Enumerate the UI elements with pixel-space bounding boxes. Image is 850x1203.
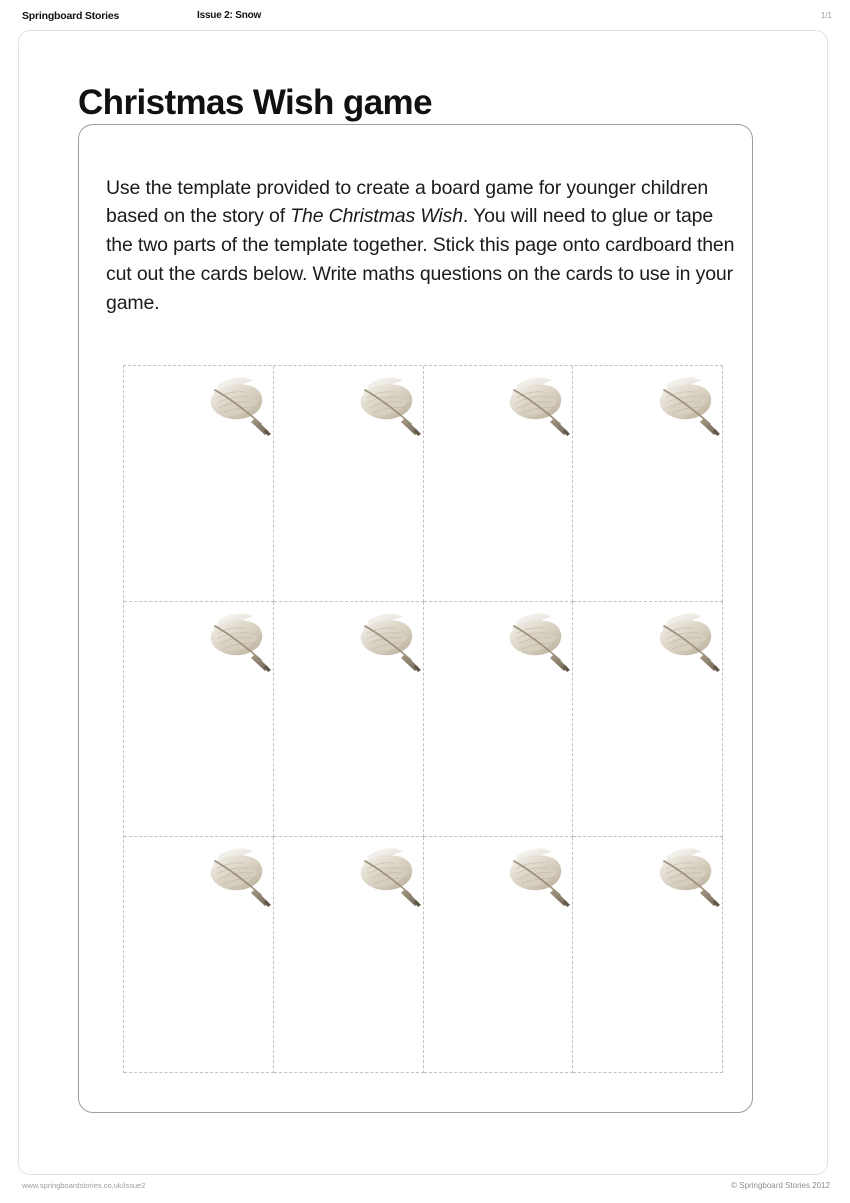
feather-quill-icon [203, 372, 281, 444]
feather-quill-icon [353, 843, 431, 915]
card-grid [123, 365, 723, 1073]
header-issue: Issue 2: Snow [197, 10, 262, 21]
card-cell[interactable] [573, 837, 723, 1073]
worksheet-content-panel [78, 124, 753, 1113]
page-title: Christmas Wish game [78, 83, 432, 123]
feather-quill-icon [203, 843, 281, 915]
header-brand: Springboard Stories [22, 10, 120, 22]
instructions-part-1: Use the template provided to create a board game for younger children based on the story of [106, 176, 709, 228]
feather-quill-icon [353, 608, 431, 680]
page-header [0, 0, 850, 30]
card-cell[interactable] [124, 837, 274, 1073]
card-cell[interactable] [274, 366, 424, 602]
feather-quill-icon [652, 372, 730, 444]
card-cell[interactable] [274, 602, 424, 838]
feather-quill-icon [502, 843, 580, 915]
feather-quill-icon [203, 608, 281, 680]
card-cell[interactable] [124, 602, 274, 838]
feather-quill-icon [502, 608, 580, 680]
feather-quill-icon [652, 843, 730, 915]
card-cell[interactable] [124, 366, 274, 602]
feather-quill-icon [652, 608, 730, 680]
card-cell[interactable] [424, 837, 574, 1073]
card-cell[interactable] [424, 366, 574, 602]
card-cell[interactable] [573, 366, 723, 602]
footer-website[interactable]: www.springboardstories.co.uk/issue2 [22, 1181, 146, 1190]
book-title-reference: The Christmas Wish [290, 205, 463, 228]
feather-quill-icon [502, 372, 580, 444]
footer-copyright: © Springboard Stories 2012 [731, 1181, 830, 1190]
feather-quill-icon [353, 372, 431, 444]
card-cell[interactable] [573, 602, 723, 838]
card-cell[interactable] [274, 837, 424, 1073]
instructions-text [106, 174, 736, 318]
card-cell[interactable] [424, 602, 574, 838]
instructions-part-2: . You will need to glue or tape the two parts of the template together. Stick this page onto cardboard then cut out the cards below. Write maths questions on the cards to use in your game. [106, 205, 735, 314]
header-page-number: 1/1 [820, 11, 832, 20]
